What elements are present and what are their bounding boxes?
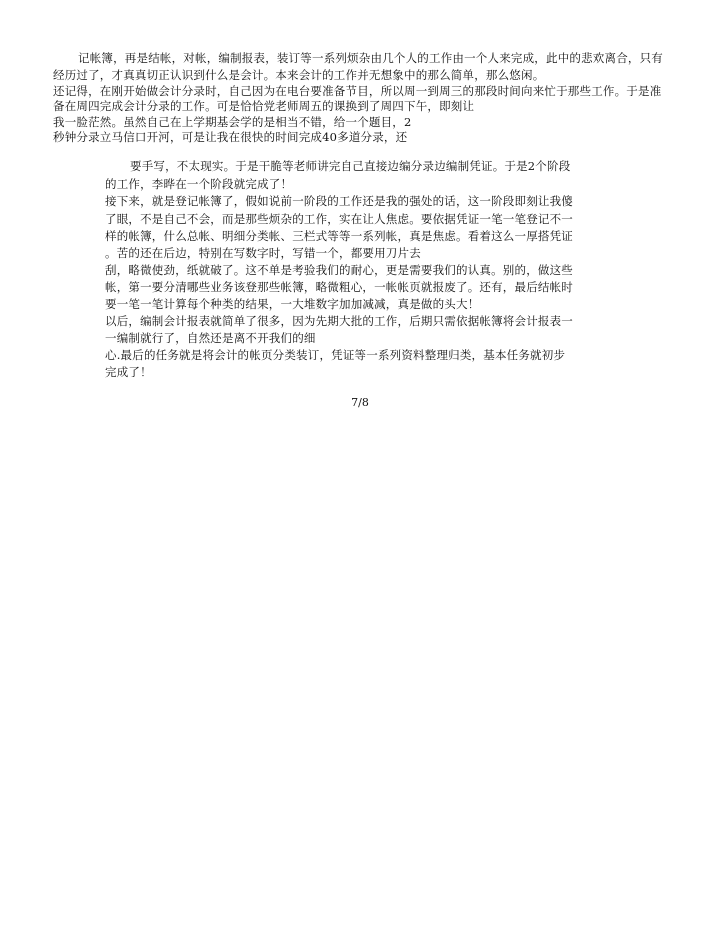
paragraph-line: 刮，略微使劲，纸就破了。这不单是考验我们的耐心，更是需要我们的认真。别的，做这些 <box>105 263 573 277</box>
paragraph-line: 了眼，不是自己不会，而是那些烦杂的工作，实在让人焦虑。要依据凭证一笔一笔登记不一 <box>105 212 573 226</box>
paragraph-line: 以后，编制会计报表就简单了很多，因为先期大批的工作，后期只需依据帐簿将会计报表一 <box>105 314 573 328</box>
paragraph-line: 要一笔一笔计算每个种类的结果，一大堆数字加加减减，真是做的头大！ <box>105 297 480 311</box>
page-number: 7/8 <box>351 396 369 409</box>
paragraph-line: 一编制就行了，自然还是离不开我们的细 <box>105 331 316 345</box>
paragraph-line: 秒钟分录立马信口开河，可是让我在很快的时间完成40多道分录，还 <box>53 130 408 144</box>
paragraph-line: 备在周四完成会计分录的工作。可是恰恰党老师周五的课换到了周四下午，即刻让 <box>53 99 475 113</box>
paragraph-line: 样的帐簿，什么总帐、明细分类帐、三栏式等等一系列帐，真是焦虑。看着这么一厚搭凭证 <box>105 229 573 243</box>
paragraph-line: 还记得，在刚开始做会计分录时，自己因为在电台要准备节目，所以周一到周三的那段时间向来忙于那些工作。于是准 <box>53 84 662 98</box>
paragraph-line: 的工作，李晔在一个阶段就完成了！ <box>105 177 293 191</box>
paragraph-line: 心.最后的任务就是将会计的帐页分类装订，凭证等一系列资料整理归类，基本任务就初步 <box>105 348 566 362</box>
paragraph-line: 要手写，不太现实。于是干脆等老师讲完自己直接边编分录边编制凭证。于是2个阶段 <box>130 159 571 173</box>
paragraph-line: 经历过了，才真真切正认识到什么是会计。本来会计的工作并无想象中的那么简单，那么悠闲。 <box>53 68 545 82</box>
paragraph-line: 接下来，就是登记帐簿了，假如说前一阶段的工作还是我的强处的话，这一阶段即刻让我傻 <box>105 194 573 208</box>
paragraph-line: 记帐簿，再是结帐，对帐，编制报表，装订等一系列烦杂由几个人的工作由一个人来完成，此中的悲欢离合，只有 <box>78 51 663 65</box>
paragraph-line: 完成了！ <box>105 365 152 379</box>
paragraph-line: 帐，第一要分清哪些业务该登那些帐簿，略微粗心，一帐帐页就报废了。还有，最后结帐时 <box>105 280 573 294</box>
paragraph-line: 。苦的还在后边，特别在写数字时，写错一个，都要用刀片去 <box>105 246 421 260</box>
paragraph-line: 我一脸茫然。虽然自己在上学期基会学的是相当不错，给一个题目，2 <box>53 115 412 129</box>
